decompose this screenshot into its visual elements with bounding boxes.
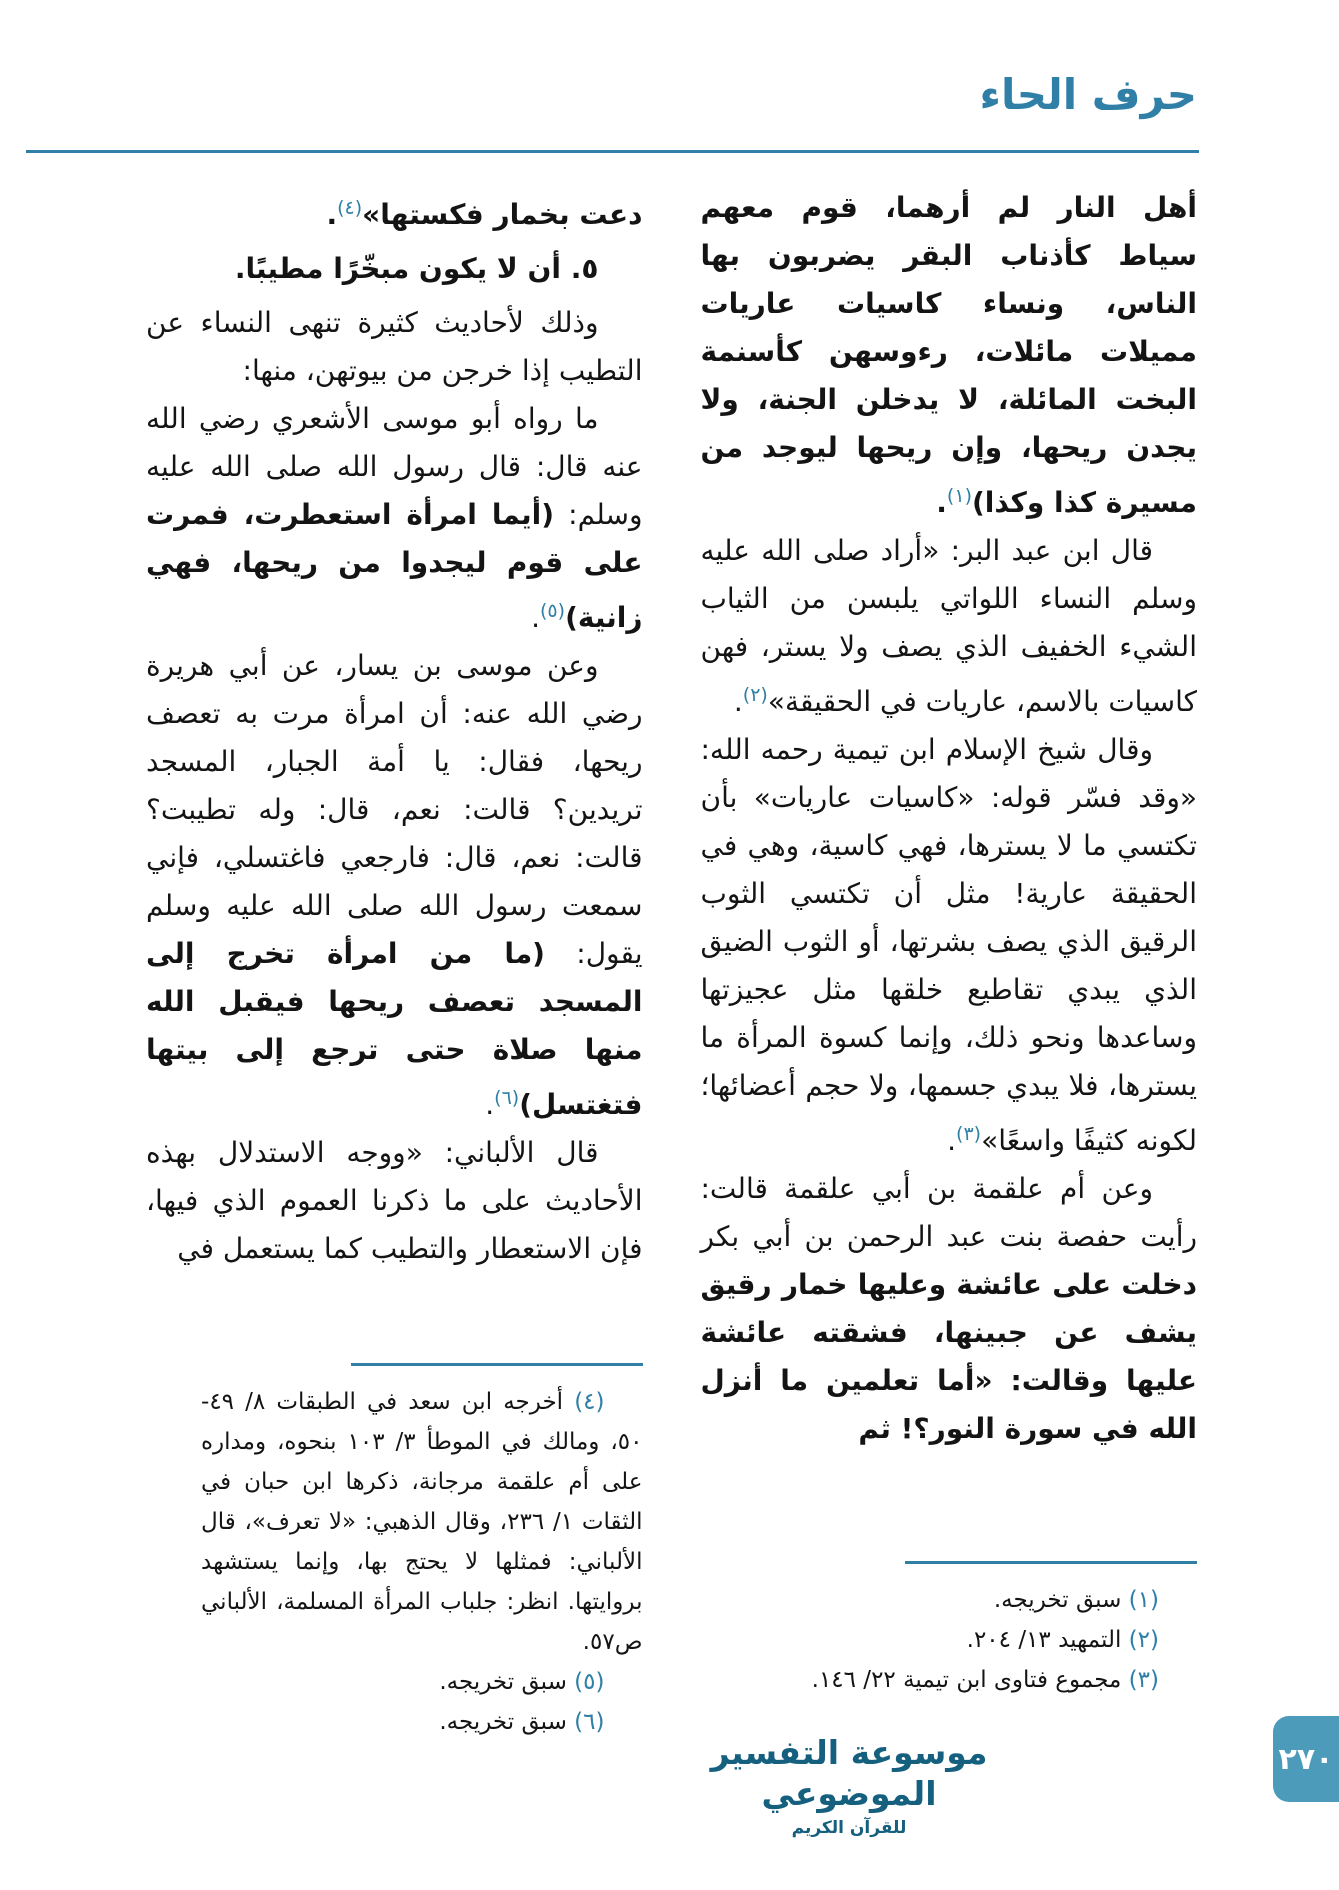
list-item	[146, 245, 643, 293]
publisher-logo-subtitle: للقرآن الكريم	[791, 1818, 907, 1838]
footnote-text: مجموع فتاوى ابن تيمية ٢٢/ ١٤٦.	[811, 1667, 1122, 1693]
footnotes-section	[701, 1561, 1198, 1700]
page-number-tab	[1273, 1716, 1339, 1802]
text-column-right	[701, 184, 1198, 1700]
paragraph	[146, 395, 643, 642]
publisher-logo-title: موسوعة التفسير الموضوعي	[710, 1732, 988, 1813]
footnote-ref: (١)	[946, 485, 972, 507]
footnote-item	[201, 1662, 643, 1702]
text-run: دخلت على عائشة وعليها خمار رقيق يشف عن جبينها، فشقته عائشة عليها وقالت: «أما تعلمين ما أنزل الله في سورة النور؟! ثم	[700, 1268, 1197, 1445]
footnote-ref: (٢)	[742, 684, 768, 706]
footnote-number: (٦)	[574, 1709, 605, 1735]
text-run: .	[485, 1088, 495, 1121]
footnote-text: سبق تخريجه.	[439, 1669, 567, 1695]
text-run: قال الألباني: «ووجه الاستدلال بهذه الأحاديث على ما ذكرنا العموم الذي فيها، فإن الاستعطار والتطيب كما يستعمل في	[146, 1136, 643, 1265]
paragraph	[701, 527, 1198, 726]
text-run: قال ابن عبد البر: «أراد صلى الله عليه وسلم النساء اللواتي يلبسن من الثياب الشيء الخفيف الذي يصف ولا يستر، فهن كاسيات بالاسم، عاريات في الحقيقة»	[700, 534, 1197, 718]
footnote-number: (٢)	[1128, 1627, 1159, 1653]
footnotes-section	[201, 1363, 643, 1742]
footnote-item	[701, 1580, 1198, 1620]
text-run: .	[947, 1124, 957, 1157]
footnote-item	[201, 1382, 643, 1662]
footnote-number: (٤)	[574, 1389, 605, 1415]
text-run: .	[936, 486, 947, 519]
text-run: أهل النار لم أرهما، قوم معهم سياط كأذناب البقر يضربون بها الناس، ونساء كاسيات عاريات مميلات مائلات، رءوسهن كأسنمة البخت المائلة، لا يدخلن الجنة، ولا يجدن ريحها، وإن ريحها ليوجد من مسيرة كذا وكذا)	[700, 191, 1197, 519]
footnote-number: (٥)	[574, 1669, 605, 1695]
footnote-number: (١)	[1128, 1587, 1159, 1613]
page-number: ٢٧٠	[1278, 1741, 1334, 1777]
paragraph	[146, 1129, 643, 1273]
footnote-text: سبق تخريجه.	[993, 1587, 1122, 1613]
text-run: وذلك لأحاديث كثيرة تنهى النساء عن التطيب إذا خرجن من بيوتهن، منها:	[146, 306, 643, 387]
footnote-ref: (٣)	[956, 1123, 982, 1145]
text-run: .	[531, 601, 540, 634]
paragraph	[701, 726, 1198, 1165]
publisher-logo	[659, 1732, 1039, 1839]
paragraph	[146, 642, 643, 1129]
footnote-number: (٣)	[1128, 1667, 1159, 1693]
footnotes-divider	[351, 1363, 643, 1366]
footnote-text: أخرجه ابن سعد في الطبقات ٨/ ٤٩- ٥٠، ومالك في الموطأ ٣/ ١٠٣ بنحوه، ومداره على أم علقمة مرجانة، ذكرها ابن حبان في الثقات ١/ ٢٣٦، وقال الذهبي: «لا تعرف»، قال الألباني: فمثلها لا يحتج بها، وإنما يستشهد بروايتها. انظر: جلباب المرأة المسلمة، الألباني ص٥٧.	[201, 1389, 643, 1655]
footnote-item	[701, 1620, 1198, 1660]
paragraph	[701, 184, 1198, 527]
footnote-ref: (٥)	[540, 600, 566, 622]
text-column-left	[146, 184, 643, 1735]
text-run: وقال شيخ الإسلام ابن تيمية رحمه الله: «وقد فسّر قوله: «كاسيات عاريات» بأن تكتسي ما لا يسترها، فهي كاسية، وهي في الحقيقة عارية! مثل أن تكتسي الثوب الرقيق الذي يصف بشرتها، أو الثوب الضيق الذي يبدي تقاطيع خلقها مثل عجيزتها وساعدها ونحو ذلك، وإنما كسوة المرأة ما يسترها، فلا يبدي جسمها، ولا حجم أعضائها؛ لكونه كثيفًا واسعًا»	[700, 733, 1197, 1157]
text-run: .	[733, 685, 743, 718]
page-content	[146, 184, 1197, 1735]
footnotes-divider	[905, 1561, 1197, 1564]
footnote-ref: (٤)	[337, 197, 363, 219]
footnote-text: سبق تخريجه.	[439, 1709, 567, 1735]
paragraph	[146, 299, 643, 395]
chapter-title: حرف الحاء	[979, 70, 1197, 119]
text-run: دعت بخمار فكستها»	[362, 198, 643, 231]
footnote-ref: (٦)	[494, 1087, 520, 1109]
footnote-text: التمهيد ١٣/ ٢٠٤.	[966, 1627, 1122, 1653]
paragraph	[146, 184, 643, 239]
text-run: (أيما امرأة استعطرت، فمرت على قوم ليجدوا من ريحها، فهي زانية)	[146, 498, 643, 634]
paragraph	[701, 1165, 1198, 1453]
text-run: وعن أم علقمة بن أبي علقمة قالت: رأيت حفصة بنت عبد الرحمن بن أبي بكر	[700, 1172, 1197, 1253]
header-divider	[26, 150, 1199, 153]
text-run: وعن موسى بن يسار، عن أبي هريرة رضي الله عنه: أن امرأة مرت به تعصف ريحها، فقال: يا أمة الجبار، المسجد تريدين؟ قالت: نعم، قال: وله تطيبت؟ قالت: نعم، قال: فارجعي فاغتسلي، فإني سمعت رسول الله صلى الله عليه وسلم يقول:	[146, 649, 643, 970]
text-run: ٥. أن لا يكون مبخّرًا مطيبًا.	[234, 252, 599, 285]
text-run: ما رواه أبو موسى الأشعري رضي الله عنه قال: قال رسول الله صلى الله عليه وسلم:	[146, 402, 643, 531]
footnote-item	[201, 1702, 643, 1742]
text-run: .	[326, 198, 338, 231]
text-run: (ما من امرأة تخرج إلى المسجد تعصف ريحها فيقبل الله منها صلاة حتى ترجع إلى بيتها فتغتسل)	[146, 937, 643, 1121]
footnote-item	[701, 1660, 1198, 1700]
